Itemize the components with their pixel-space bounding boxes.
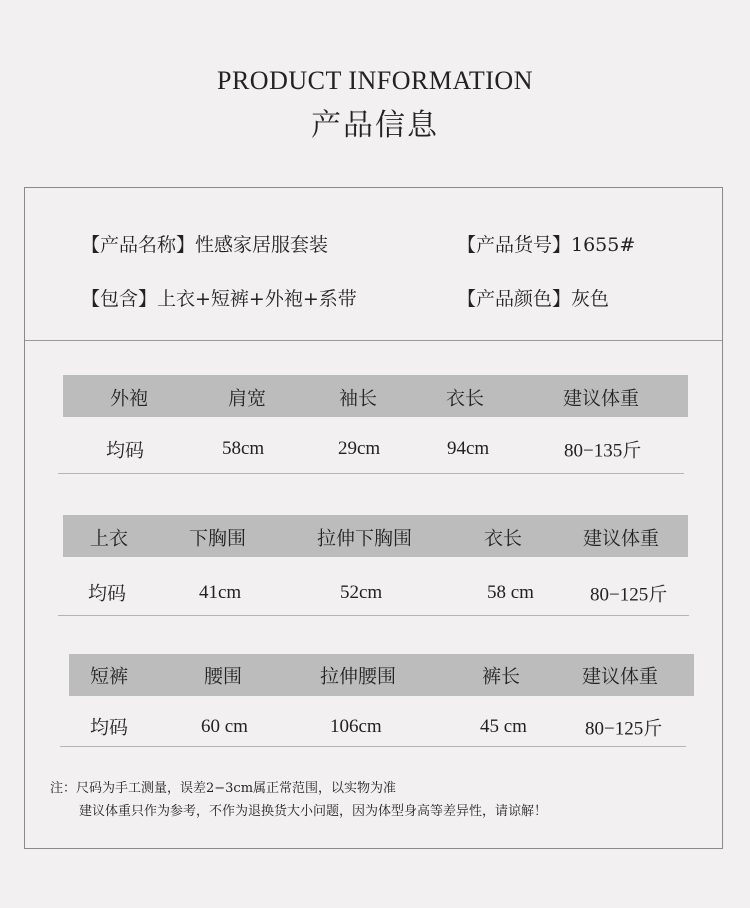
top-row-cell: 58 cm — [487, 582, 534, 603]
robe-row-cell: 均码 — [106, 439, 145, 462]
top-row-cell: 均码 — [88, 582, 127, 605]
shorts-row-cell: 60 cm — [201, 716, 248, 737]
top-header-cell: 上衣 — [90, 527, 129, 550]
top-header-cell: 建议体重 — [583, 527, 660, 550]
note-line-1: 注：尺码为手工测量，误差2−3cm属正常范围，以实物为准 — [50, 781, 397, 796]
product-contents: 【包含】上衣+短裤+外袍+系带 — [81, 288, 357, 310]
robe-row-cell: 80−135斤 — [564, 440, 642, 462]
top-row-cell: 41cm — [199, 582, 242, 603]
robe-row-cell: 94cm — [447, 438, 490, 459]
shorts-row-cell: 80−125斤 — [585, 718, 663, 740]
shorts-header-cell: 建议体重 — [582, 665, 659, 688]
shorts-row-cell: 45 cm — [480, 716, 527, 737]
top-header-cell: 拉伸下胸围 — [317, 527, 413, 550]
shorts-header-cell: 腰围 — [204, 665, 243, 688]
note-line-2: 建议体重只作为参考，不作为退换货大小问题，因为体型身高等差异性，请谅解！ — [79, 804, 548, 819]
robe-header-cell: 衣长 — [446, 387, 485, 410]
robe-header-cell: 袖长 — [339, 387, 378, 410]
top-table-bottom-line — [58, 615, 689, 616]
robe-row-cell: 58cm — [222, 438, 265, 459]
shorts-row-cell: 106cm — [330, 716, 382, 737]
product-item-number: 【产品货号】1655# — [457, 234, 636, 256]
title-cn: 产品信息 — [311, 108, 439, 143]
robe-table-bottom-line — [58, 473, 684, 474]
info-divider — [25, 340, 722, 341]
top-row-cell: 52cm — [340, 582, 383, 603]
product-color: 【产品颜色】灰色 — [457, 288, 610, 310]
top-header-cell: 衣长 — [484, 527, 523, 550]
shorts-header-cell: 短裤 — [90, 665, 129, 688]
robe-header-cell: 肩宽 — [228, 387, 267, 410]
shorts-header-cell: 拉伸腰围 — [320, 665, 397, 688]
shorts-table-bottom-line — [60, 746, 686, 747]
top-row-cell: 80−125斤 — [590, 584, 668, 606]
shorts-row-cell: 均码 — [90, 716, 129, 739]
top-header-cell: 下胸围 — [189, 527, 247, 550]
title-en: PRODUCT INFORMATION — [216, 66, 533, 95]
robe-header-cell: 建议体重 — [563, 387, 640, 410]
robe-row-cell: 29cm — [338, 438, 381, 459]
shorts-header-cell: 裤长 — [482, 665, 521, 688]
robe-header-cell: 外袍 — [110, 387, 149, 410]
product-name: 【产品名称】性感家居服套装 — [81, 234, 329, 256]
